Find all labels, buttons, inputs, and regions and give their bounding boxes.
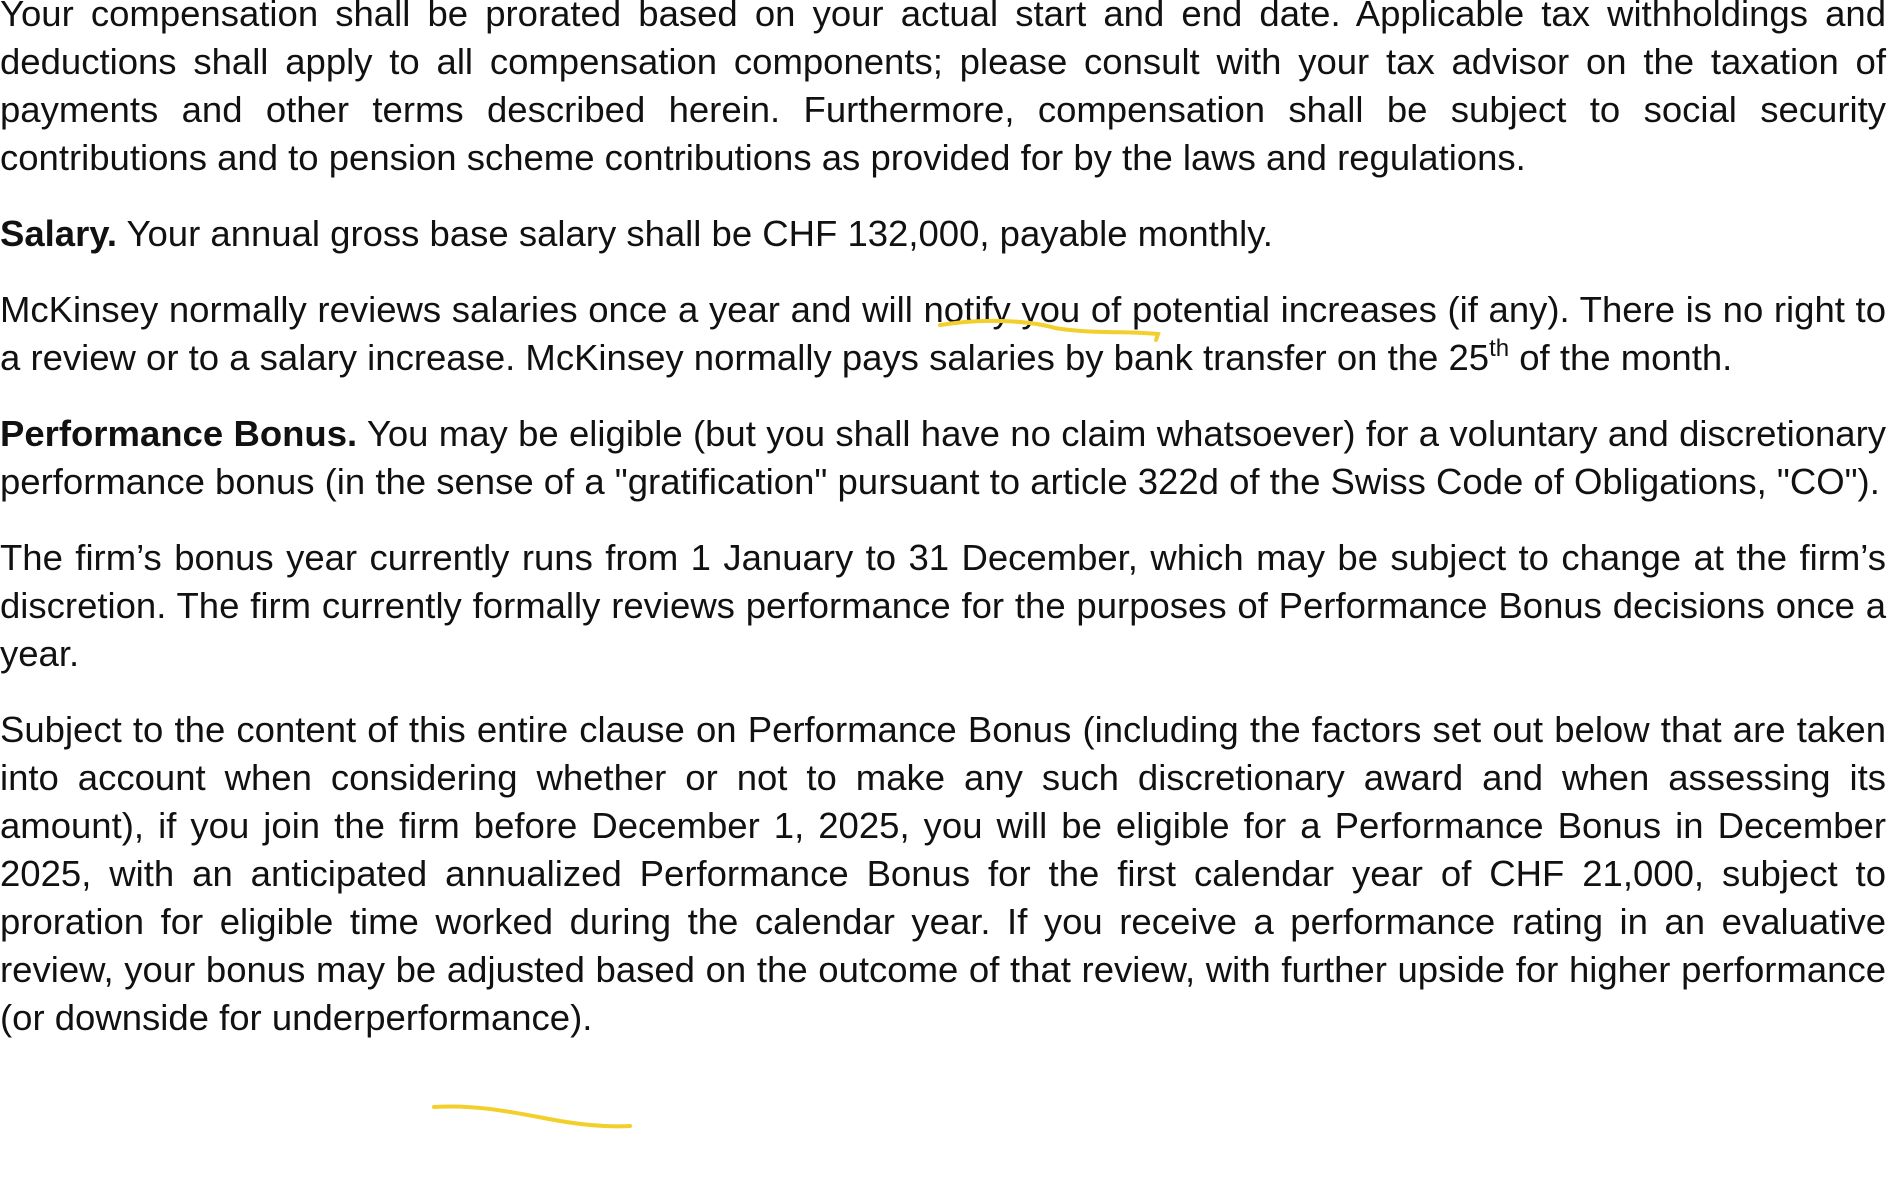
ordinal-suffix: th bbox=[1489, 335, 1510, 362]
bonus-heading: Performance Bonus. bbox=[0, 413, 358, 454]
bonus-year-paragraph: The firm’s bonus year currently runs from 1 January to 31 December, which may be subject to change at the firm’s discretion. The firm currently formally reviews performance for the purposes of Performance Bonus decisions once a year. bbox=[0, 537, 1886, 674]
salary-text: Your annual gross base salary shall be CHF 132,000, payable monthly. bbox=[117, 213, 1273, 254]
salary-paragraph bbox=[0, 210, 1886, 258]
bonus-highlight-mark bbox=[434, 1106, 630, 1126]
salary-heading: Salary. bbox=[0, 213, 118, 254]
bonus-eligibility-paragraph: Subject to the content of this entire clause on Performance Bonus (including the factors set out below that are taken into account when considering whether or not to make any such discretionary award and when assessing its amount), if you join the firm before December 1, 2025, you will be eligible for a Performance Bonus in December 2025, with an anticipated annualized Performance Bonus for the first calendar year of CHF 21,000, subject to proration for eligible time worked during the calendar year. If you receive a performance rating in an evaluative review, your bonus may be adjusted based on the outcome of that review, with further upside for higher performance (or downside for underperformance). bbox=[0, 709, 1886, 1038]
compensation-paragraph: Your compensation shall be prorated based on your actual start and end date. Applicable tax withholdings and deductions shall apply to all compensation components; please consult with your tax advisor on the taxation of payments and other terms described herein. Furthermore, compensation shall be subject to social security contributions and to pension scheme contributions as provided for by the laws and regulations. bbox=[0, 0, 1886, 178]
bonus-text: You may be eligible (but you shall have no claim whatsoever) for a voluntary and discretionary performance bonus (in the sense of a "gratification" pursuant to article 322d of the Swiss Code of Obligations, "CO"). bbox=[0, 413, 1887, 502]
bonus-paragraph bbox=[0, 410, 1886, 506]
salary-review-text: McKinsey normally reviews salaries once a year and will notify you of potential increases (if any). There is no right to a review or to a salary increase. McKinsey normally pays salaries by bank transfer on the 25 bbox=[0, 289, 1886, 378]
salary-review-paragraph bbox=[0, 286, 1886, 382]
salary-review-end: of the month. bbox=[1509, 337, 1733, 378]
